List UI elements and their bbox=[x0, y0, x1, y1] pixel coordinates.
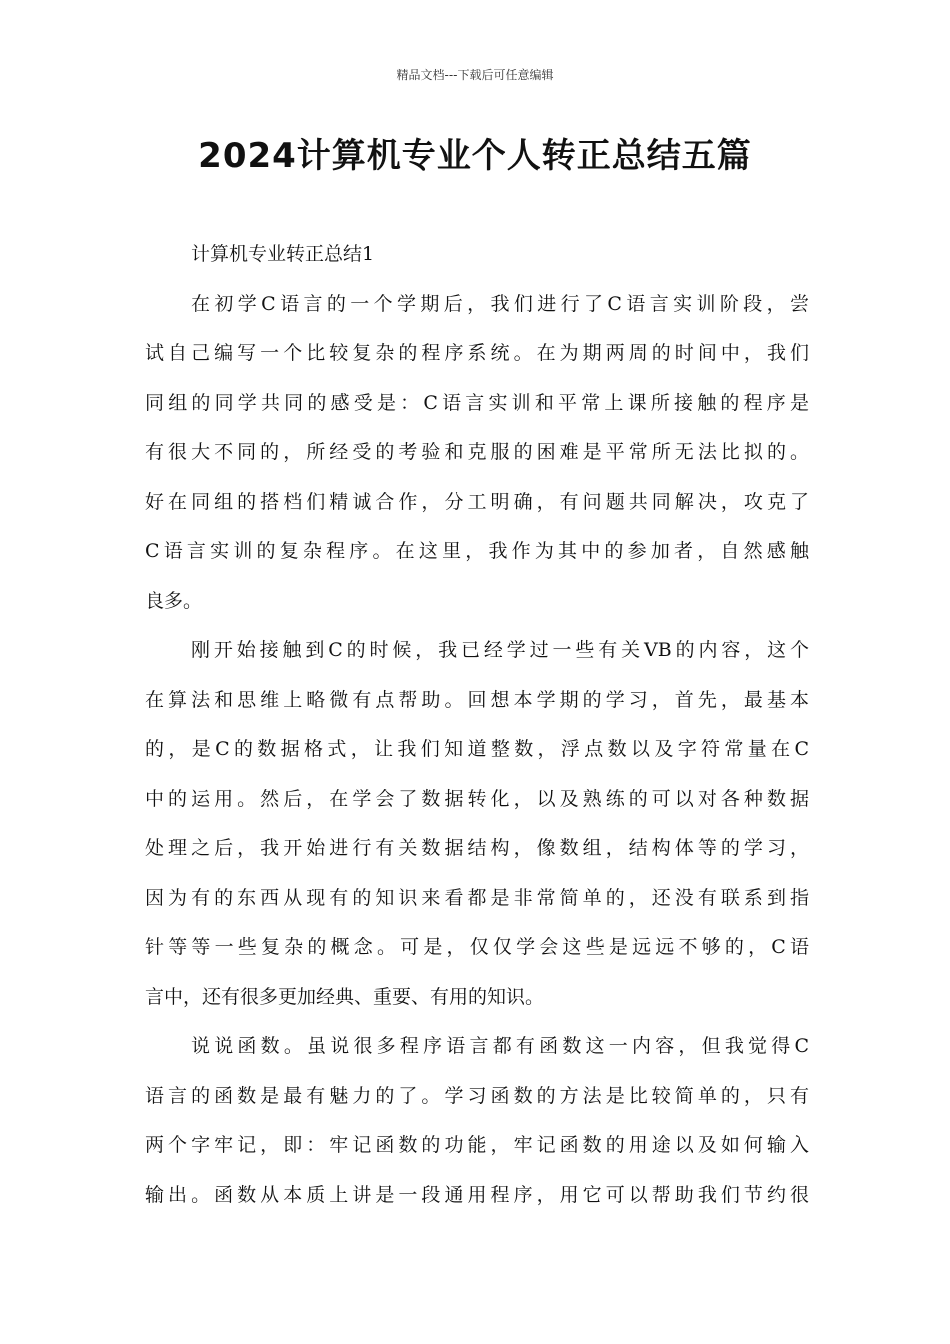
paragraph-line: 针等等一些复杂的概念。可是，仅仅学会这些是远远不够的，C语 bbox=[145, 936, 809, 958]
paragraph-line: 的，是C的数据格式，让我们知道整数，浮点数以及字符常量在C bbox=[145, 738, 809, 760]
paragraph-line: 在算法和思维上略微有点帮助。回想本学期的学习，首先，最基本 bbox=[145, 688, 809, 711]
paragraph-1 bbox=[145, 280, 809, 627]
paragraph-line: 语言的函数是最有魅力的了。学习函数的方法是比较简单的，只有 bbox=[145, 1084, 809, 1107]
paragraph-line: 输出。函数从本质上讲是一段通用程序，用它可以帮助我们节约很 bbox=[145, 1183, 809, 1206]
paragraph-line: 刚开始接触到C的时候，我已经学过一些有关VB的内容，这个 bbox=[191, 639, 809, 661]
paragraph-3 bbox=[145, 1022, 809, 1220]
paragraph-line: 同组的同学共同的感受是：C语言实训和平常上课所接触的程序是 bbox=[145, 391, 809, 414]
header-note: 精品文档---下载后可任意编辑 bbox=[396, 68, 554, 82]
paragraph-line: 因为有的东西从现有的知识来看都是非常简单的，还没有联系到指 bbox=[145, 886, 809, 909]
section-heading: 计算机专业转正总结1 bbox=[191, 243, 375, 265]
paragraph-line: 在初学C语言的一个学期后，我们进行了C语言实训阶段，尝 bbox=[191, 292, 809, 315]
paragraph-line: 试自己编写一个比较复杂的程序系统。在为期两周的时间中，我们 bbox=[145, 342, 809, 364]
paragraph-line: 言中，还有很多更加经典、重要、有用的知识。 bbox=[145, 985, 545, 1008]
paragraph-line: C语言实训的复杂程序。在这里，我作为其中的参加者，自然感触 bbox=[145, 540, 809, 562]
document-body bbox=[145, 230, 809, 1220]
paragraph-line: 有很大不同的，所经受的考验和克服的困难是平常所无法比拟的。 bbox=[145, 441, 809, 463]
paragraph-line: 两个字牢记，即：牢记函数的功能，牢记函数的用途以及如何输入 bbox=[145, 1134, 809, 1156]
paragraph-line: 处理之后，我开始进行有关数据结构，像数组，结构体等的学习， bbox=[145, 837, 809, 859]
paragraph-line: 说说函数。虽说很多程序语言都有函数这一内容，但我觉得C bbox=[191, 1035, 809, 1057]
document-title: 2024计算机专业个人转正总结五篇 bbox=[198, 136, 752, 176]
paragraph-line: 中的运用。然后，在学会了数据转化，以及熟练的可以对各种数据 bbox=[145, 787, 809, 810]
paragraph-line: 好在同组的搭档们精诚合作，分工明确，有问题共同解决，攻克了 bbox=[145, 490, 809, 513]
paragraph-line: 良多。 bbox=[145, 589, 203, 612]
paragraph-2 bbox=[145, 626, 809, 1022]
